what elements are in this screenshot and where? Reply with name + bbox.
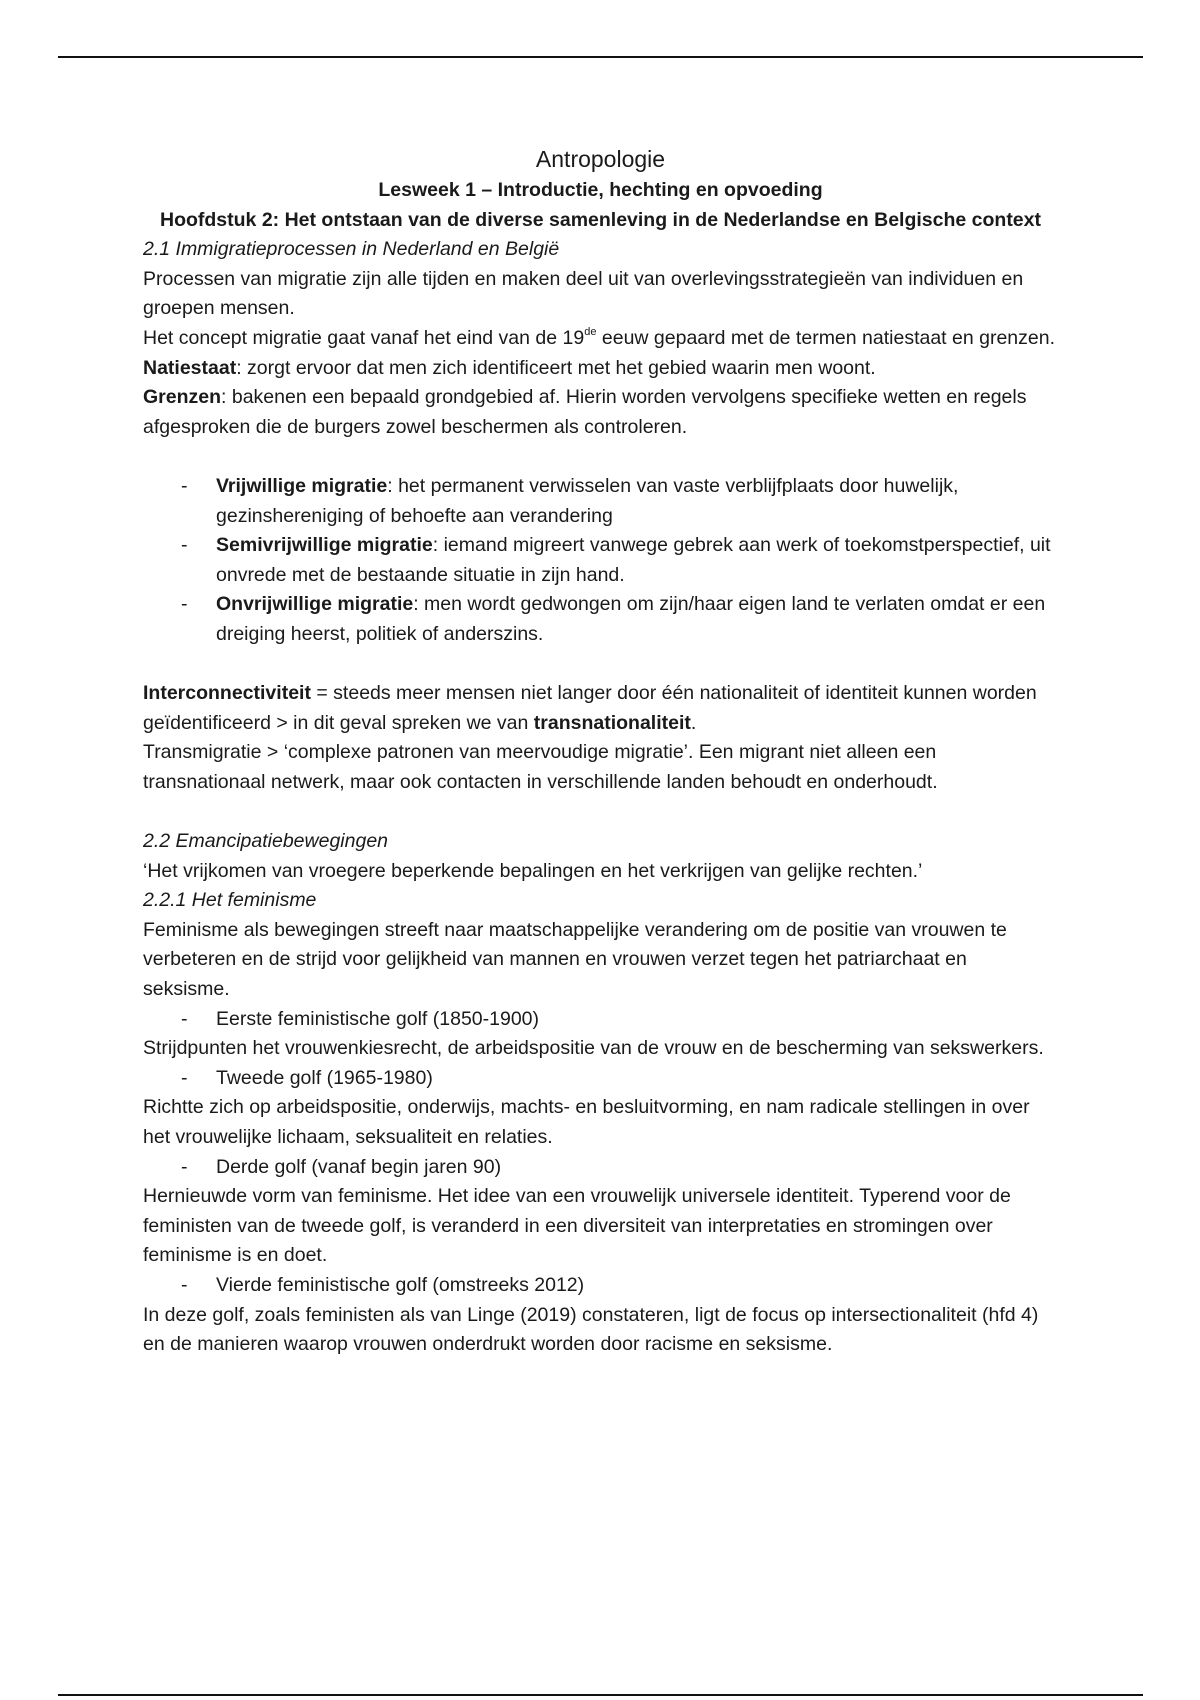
paragraph-migration-concept [143, 324, 1058, 354]
list-item [143, 590, 1058, 649]
list-item: - Vierde feministische golf (omstreeks 2012) [143, 1271, 1058, 1301]
definition-text: = steeds meer mensen niet langer door één nationaliteit of identiteit kunnen worden geïdentificeerd > in dit geval spreken we van [143, 682, 1037, 734]
section-heading-2-2: 2.2 Emancipatiebewegingen [143, 830, 389, 853]
wave-3-label [143, 1153, 1058, 1183]
definition-text: : zorgt ervoor dat men zich identificeert met het gebied waarin men woont. [236, 356, 876, 379]
section-heading-2-2-1: 2.2.1 Het feminisme [143, 889, 317, 912]
paragraph-migration-processes: Processen van migratie zijn alle tijden en maken deel uit van overlevingsstrategieën van individuen en groepen mensen. [143, 267, 1024, 320]
list-item: - Derde golf (vanaf begin jaren 90) [143, 1153, 1058, 1183]
emancipation-quote: ‘Het vrijkomen van vroegere beperkende bepalingen en het verkrijgen van gelijke rechten.’ [143, 859, 923, 882]
document-body [143, 142, 1058, 1360]
wave-4-label [143, 1271, 1058, 1301]
list-item: - Eerste feministische golf (1850-1900) [143, 1005, 1058, 1035]
spacer [143, 442, 1058, 472]
wave-2-label [143, 1064, 1058, 1094]
definition-text: : iemand migreert vanwege gebrek aan werk of toekomstperspectief, uit onvrede met de bestaande situatie in zijn hand. [216, 534, 1051, 586]
lesweek-heading: Lesweek 1 – Introductie, hechting en opvoeding [378, 179, 823, 201]
text-span: eeuw gepaard met de termen natiestaat en grenzen. [596, 326, 1056, 349]
superscript: de [584, 325, 597, 338]
paragraph-feminism-intro: Feminisme als bewegingen streeft naar maatschappelijke verandering om de positie van vrouwen te verbeteren en de strijd voor gelijkheid van mannen en vrouwen verzet tegen het patriarchaat en seksisme. [143, 918, 1007, 1001]
definition-grenzen [143, 383, 1058, 442]
spacer [143, 797, 1058, 827]
paragraph-transmigratie: Transmigratie > ‘complexe patronen van meervoudige migratie’. Een migrant niet alleen een transnationaal netwerk, maar ook contacten in verschillende landen behoudt en onderhoudt. [143, 741, 938, 793]
wave-2-text: Richtte zich op arbeidspositie, onderwijs, machts- en besluitvorming, en nam radicale stellingen in over het vrouwelijke lichaam, seksualiteit en relaties. [143, 1096, 1030, 1148]
spacer [143, 650, 1058, 680]
definition-natiestaat [143, 354, 1058, 384]
term-natiestaat: Natiestaat [143, 356, 237, 379]
definition-text: : het permanent verwisselen van vaste verblijfplaats door huwelijk, gezinshereniging of behoefte aan verandering [216, 474, 959, 527]
list-item [143, 531, 1058, 590]
list-item [143, 472, 1058, 531]
term-vrijwillige-migratie: Vrijwillige migratie [216, 474, 388, 497]
page-title: Antropologie [535, 146, 666, 172]
term-semivrijwillige-migratie: Semivrijwillige migratie [216, 534, 433, 557]
header-rule [58, 56, 1143, 58]
definition-text: : men wordt gedwongen om zijn/haar eigen land te verlaten omdat er een dreiging heerst, politiek of anderszins. [216, 593, 1046, 645]
definition-text: : bakenen een bepaald grondgebied af. Hierin worden vervolgens specifieke wetten en regels afgesproken die de burgers zowel beschermen als controleren. [143, 386, 1027, 438]
wave-1-text: Strijdpunten het vrouwenkiesrecht, de arbeidspositie van de vrouw en de bescherming van sekswerkers. [143, 1037, 1044, 1060]
term-grenzen: Grenzen [143, 386, 222, 409]
chapter-heading: Hoofdstuk 2: Het ontstaan van de diverse samenleving in de Nederlandse en Belgische context [160, 208, 1041, 231]
wave-3-text: Hernieuwde vorm van feminisme. Het idee van een vrouwelijk universele identiteit. Typerend voor de feministen van de tweede golf, is veranderd in een diversiteit van interpretaties en stromingen over feminisme is en doet. [143, 1185, 1011, 1267]
term-onvrijwillige-migratie: Onvrijwillige migratie [216, 593, 414, 616]
footer-rule [58, 1694, 1143, 1696]
paragraph-interconnectiviteit [143, 679, 1058, 738]
term-transnationaliteit: transnationaliteit [533, 711, 691, 734]
text-span: . [690, 711, 697, 734]
migration-types-list [143, 472, 1058, 650]
wave-4-text: In deze golf, zoals feministen als van Linge (2019) constateren, ligt de focus op intersectionaliteit (hfd 4) en de manieren waarop vrouwen onderdrukt worden door racisme en seksisme. [143, 1303, 1039, 1356]
list-item: - Tweede golf (1965-1980) [143, 1064, 1058, 1094]
wave-1-label [143, 1005, 1058, 1035]
text-span: Het concept migratie gaat vanaf het eind van de 19 [143, 326, 585, 349]
section-heading-2-1: 2.1 Immigratieprocessen in Nederland en België [143, 238, 560, 261]
term-interconnectiviteit: Interconnectiviteit [143, 682, 311, 705]
